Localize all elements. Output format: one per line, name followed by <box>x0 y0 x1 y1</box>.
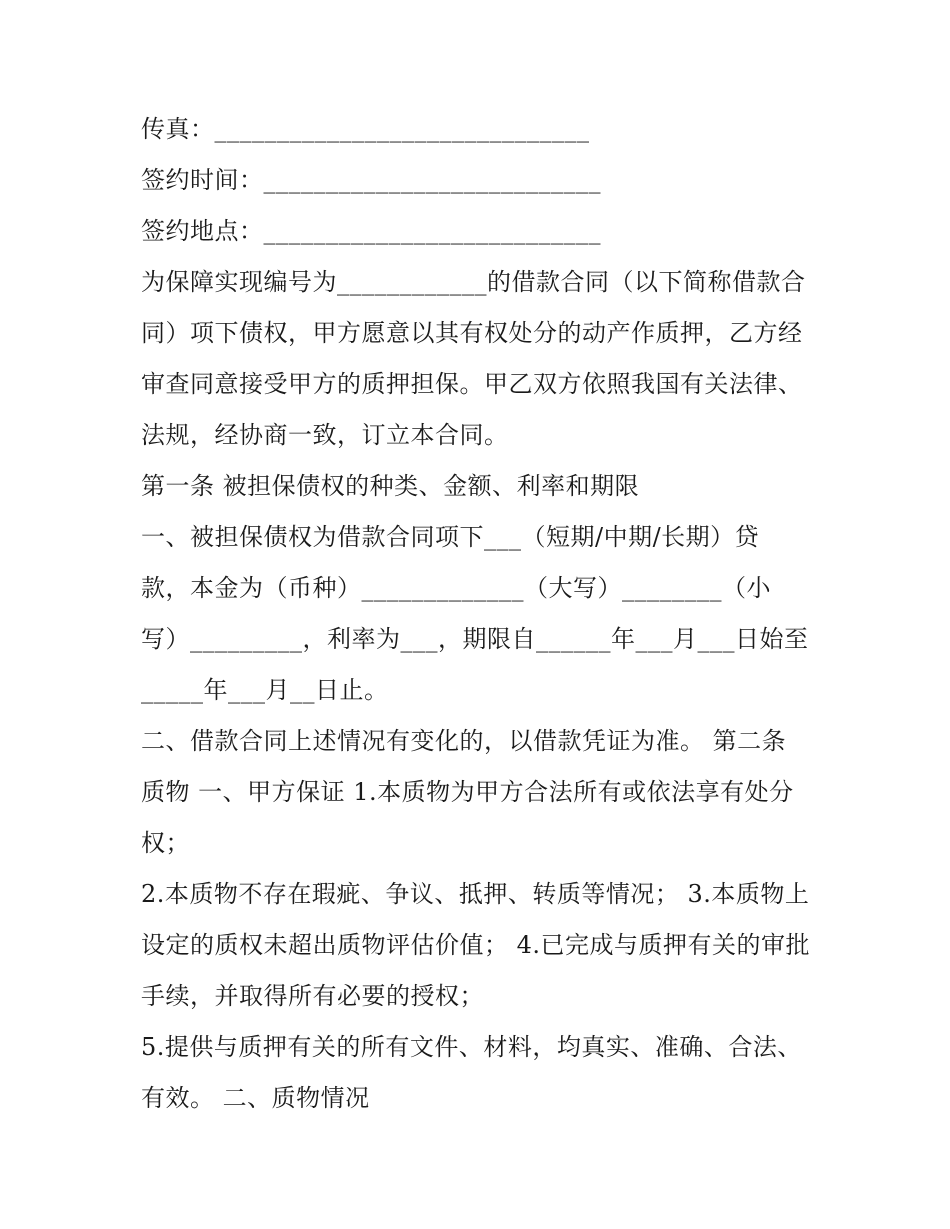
article-2-line-7: 有效。 二、质物情况 <box>141 1084 370 1112</box>
article-1-clause-2: 二、借款合同上述情况有变化的，以借款凭证为准。 第二条 <box>141 727 787 755</box>
article-2-line-4: 设定的质权未超出质物评估价值； 4.已完成与质押有关的审批 <box>141 931 811 959</box>
article-2-line-6: 5.提供与质押有关的所有文件、材料，均真实、准确、合法、 <box>141 1033 802 1061</box>
fax-line: 传真：______________________________ <box>141 115 590 143</box>
signing-time-line: 签约时间：___________________________ <box>141 166 601 194</box>
document-page <box>141 104 816 1124</box>
preamble-line-3: 审查同意接受甲方的质押担保。甲乙双方依照我国有关法律、 <box>141 370 803 398</box>
signing-place-line: 签约地点：___________________________ <box>141 217 601 245</box>
article-1-clause-1-line-4: _____年___月__日止。 <box>141 676 389 704</box>
article-1-clause-1-line-3: 写）_________，利率为___，期限自______年___月___日始至 <box>141 625 809 653</box>
preamble-line-4: 法规，经协商一致，订立本合同。 <box>141 421 509 449</box>
preamble-line-2: 同）项下债权，甲方愿意以其有权处分的动产作质押，乙方经 <box>141 319 803 347</box>
article-1-clause-1-line-2: 款，本金为（币种）_____________（大写）________（小 <box>141 574 771 602</box>
article-1-heading: 第一条 被担保债权的种类、金额、利率和期限 <box>141 472 640 500</box>
article-1-clause-1-line-1: 一、被担保债权为借款合同项下___（短期/中期/长期）贷 <box>141 523 760 551</box>
article-2-line-3: 2.本质物不存在瑕疵、争议、抵押、转质等情况； 3.本质物上 <box>141 880 810 908</box>
article-2-line-2: 权； <box>141 829 190 857</box>
preamble-line-1: 为保障实现编号为____________的借款合同（以下简称借款合 <box>141 268 806 296</box>
article-2-line-5: 手续，并取得所有必要的授权； <box>141 982 484 1010</box>
article-2-line-1: 质物 一、甲方保证 1.本质物为甲方合法所有或依法享有处分 <box>141 778 794 806</box>
